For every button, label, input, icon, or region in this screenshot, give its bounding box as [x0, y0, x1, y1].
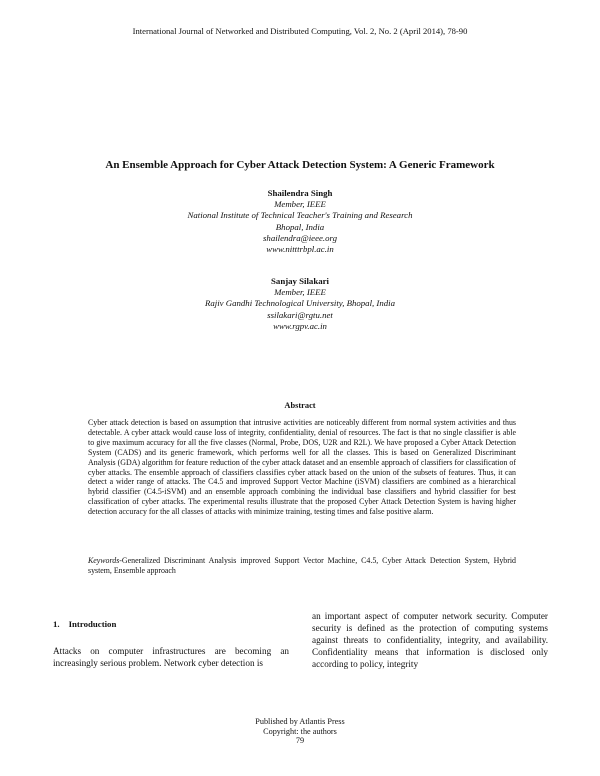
keywords-label: Keywords — [88, 556, 120, 565]
author-email: shailendra@ieee.org — [263, 232, 337, 243]
body-left-column: Attacks on computer infrastructures are becoming an increasingly serious problem. Network cyber detection is — [53, 646, 289, 668]
section-heading — [53, 619, 125, 629]
page-number: 79 — [295, 736, 305, 746]
keywords-separator: - — [119, 556, 122, 565]
author-location: Bhopal, India — [275, 221, 325, 232]
footer-copyright: Copyright: the authors — [263, 726, 337, 736]
author-email: ssilakari@rgtu.net — [267, 309, 333, 320]
author-website: www.rgpv.ac.in — [273, 320, 327, 331]
author-website: www.nitttrbpl.ac.in — [266, 244, 334, 255]
abstract-heading: Abstract — [284, 401, 316, 410]
author-name: Shailendra Singh — [267, 188, 333, 198]
author-affiliation: Rajiv Gandhi Technological University, Bhopal, India — [204, 298, 395, 309]
keywords-text: Generalized Discriminant Analysis improved Support Vector Machine, C4.5, Cyber Attack Detection System, Hybrid system, Ensemble approach — [88, 556, 516, 575]
author-block-1 — [0, 188, 600, 255]
author-role: Member, IEEE — [274, 287, 326, 298]
keywords — [88, 556, 516, 576]
paper-title: An Ensemble Approach for Cyber Attack Detection System: A Generic Framework — [105, 159, 495, 171]
author-block-2 — [0, 276, 600, 332]
footer-publisher: Published by Atlantis Press — [255, 717, 345, 726]
journal-header: International Journal of Networked and Distributed Computing, Vol. 2, No. 2 (April 2014), 78-90 — [132, 26, 468, 36]
abstract-text: Cyber attack detection is based on assumption that intrusive activities are noticeably different from normal system activities and thus detectable. A cyber attack would cause loss of integrity, confidentiality, denial of resources. The fact is that no single classifier is able to give maximum accuracy for all the five classes (Normal, Probe, DOS, U2R and R2L). We have proposed a Cyber Attack Detection System (CADS) and its generic framework, which performs well for all the classes. This is based on Generalized Discriminant Analysis (GDA) algorithm for feature reduction of the cyber attack dataset and an ensemble approach of classifiers for classification of cyber attacks. The ensemble approach of classifiers classifies cyber attack based on the union of the subsets of features. Thus, it can detect a wider range of attacks. The C4.5 and improved Support Vector Machine (iSVM) classifiers are combined as a hierarchical hybrid classifier (C4.5-iSVM) and an ensemble approach combining the individual base classifiers and hybrid classifier for best classification of cyber attacks. The experimental results illustrate that the proposed Cyber Attack Detection System is having higher detection accuracy for the all classes of attacks with minimize training, testing times and false positive alarm. — [88, 418, 516, 517]
section-number: 1. — [53, 619, 60, 629]
author-name: Sanjay Silakari — [271, 276, 329, 286]
section-title: Introduction — [68, 619, 117, 629]
body-right-column: an important aspect of computer network security. Computer security is defined as the protection of computing systems against threats to confidentiality, integrity, and availability. Confidentiality means that information is disclosed only according to policy, integrity — [312, 611, 548, 669]
author-affiliation: National Institute of Technical Teacher's Training and Research — [187, 210, 413, 221]
page-footer — [0, 717, 600, 746]
author-role: Member, IEEE — [274, 199, 326, 210]
